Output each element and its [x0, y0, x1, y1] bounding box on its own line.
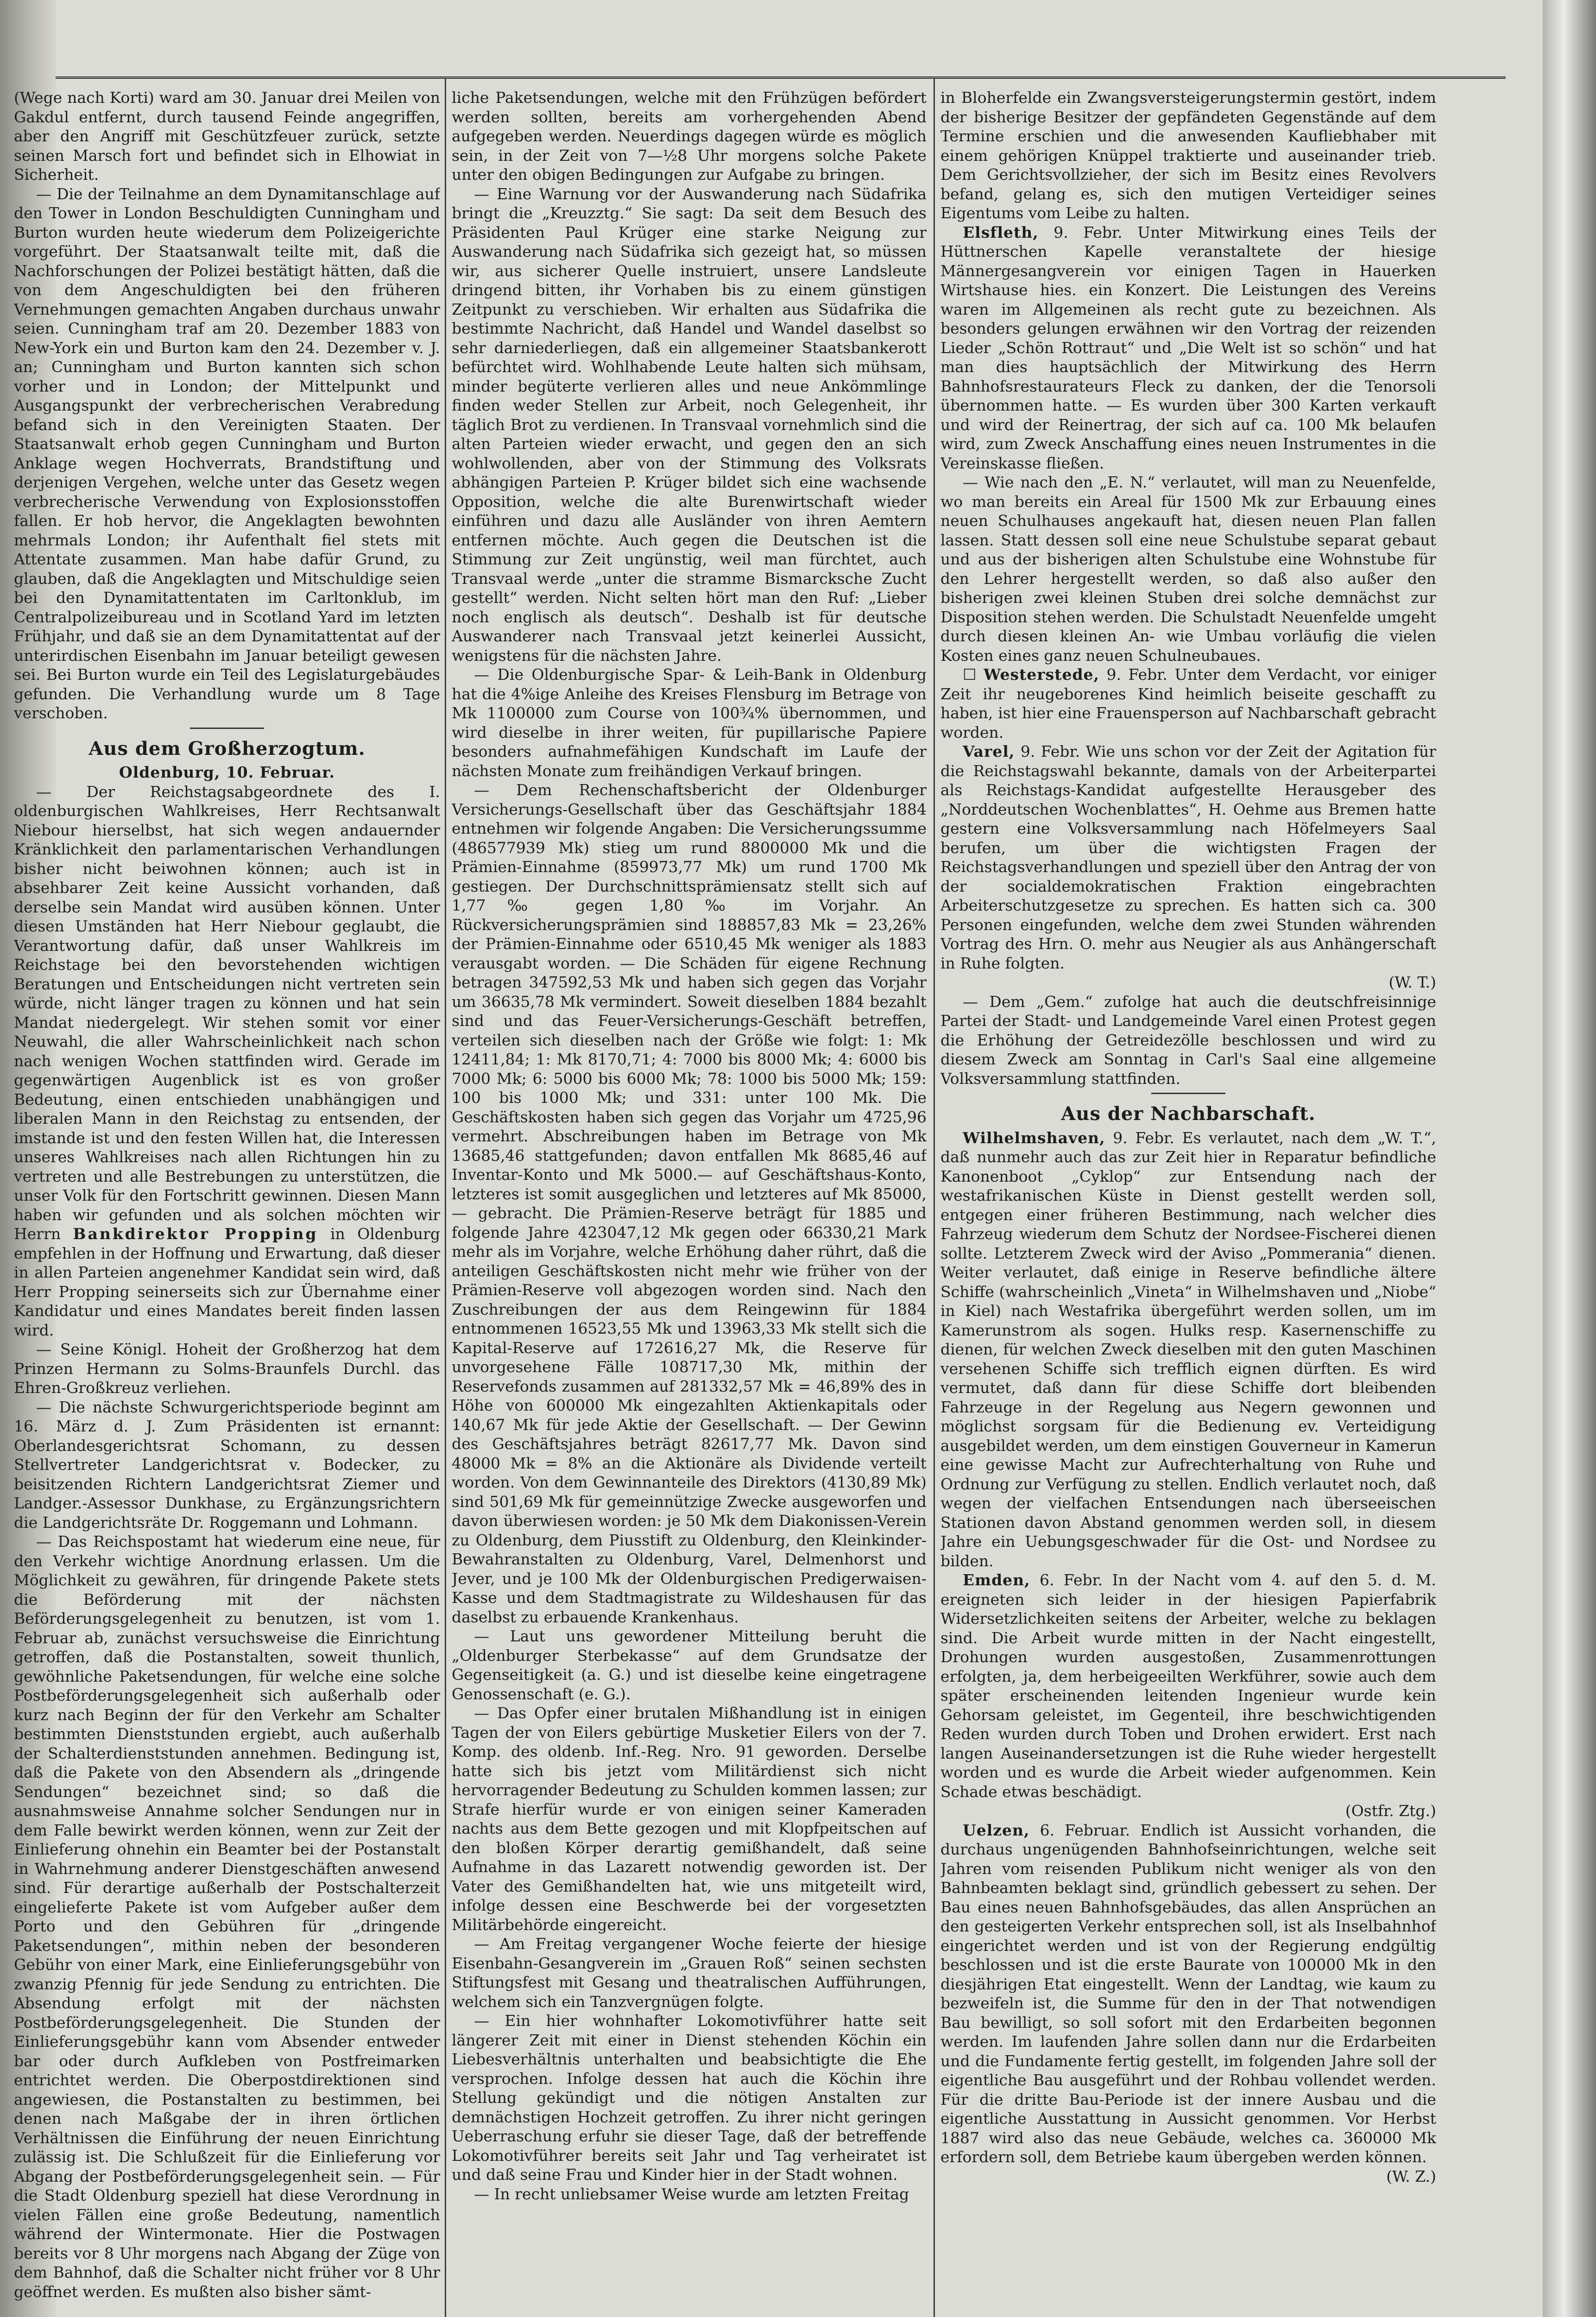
article-text: 9. Febr. Unter dem Verdacht, vor einiger Zeit ihr neugeborenes Kind heimlich beiseite geschafft zu haben, ist hier eine Frauensperson auf Nachbarschaft gebracht worden.	[940, 665, 1436, 741]
article-text: — Der Reichstagsabgeordnete des I. oldenburgischen Wahlkreises, Herr Rechtsanwalt Niebour hierselbst, hat sich wegen andauernder Kränklichkeit den parlamentarischen Verhandlungen bisher nicht beiwohnen können; auch ist in absehbarer Zeit keine Aussicht vorhanden, daß derselbe sein Mandat wird ausüben können. Unter diesen Umständen hat Herr Niebour geglaubt, die Verantwortung dafür, daß unser Wahlkreis im Reichstage bei den bevorstehenden wichtigen Beratungen und Entscheidungen nicht vertreten sein würde, nicht länger tragen zu können und hat sein Mandat niedergelegt. Wir stehen somit vor einer Neuwahl, die aller Wahrscheinlichkeit nach schon nach wenigen Wochen stattfinden wird. Gerade im gegenwärtigen Augenblick ist es von großer Bedeutung, einen entschieden unabhängigen und liberalen Mann in den Reichstag zu entsenden, der imstande ist und den festen Willen hat, die Interessen unseres Wahlkreises nach allen Richtungen hin zu vertreten und alle Bestrebungen zu unterstützen, die unser Volk für den Fortschritt gewinnen. Diesen Mann haben wir gefunden und als solchen möchten wir Herrn	[14, 782, 440, 1243]
article-text: 9. Febr. Wie uns schon vor der Zeit der Agitation für die Reichstagswahl bekannte, damals von der Arbeiterpartei als Reichstags-Kandidat aufgestellte Herausgeber des „Norddeutschen Wochenblattes“, H. Oehme aus Bremen hatte gestern eine Volksversammlung nach Höfelmeyers Saal berufen, um über die wichtigsten Fragen der Reichstagsverhandlungen und speziell über den Antrag der von der socialdemokratischen Fraktion eingebrachten Arbeiterschutzgesetze zu sprechen. Es hatten sich ca. 300 Personen eingefunden, welche dem zwei Stunden währenden Vortrag des Hrn. O. mehr aus Neugier als aus Anhängerschaft in Ruhe folgten.	[940, 742, 1436, 972]
page-edge	[1543, 0, 1596, 2317]
article-paragraph: — Am Freitag vergangener Woche feierte der hiesige Eisenbahn-Gesangverein im „Grauen Roß“ seinen sechsten Stiftungsfest mit Gesang und theatralischen Aufführungen, welchem sich ein Tanzvergnügen folgte.	[452, 1935, 927, 2011]
article-paragraph: — Die der Teilnahme an dem Dynamitanschlage auf den Tower in London Beschuldigten Cunningham und Burton wurden heute wiederum dem Polizeigerichte vorgeführt. Der Staatsanwalt teilte mit, daß die Nachforschungen der Polizei bestätigt hätten, daß die von dem Angeschuldigten bei den früheren Vernehmungen gemachten Angaben durchaus unwahr seien. Cunningham traf am 20. Dezember 1883 von New-York ein und Burton kam den 24. Dezember v. J. an; Cunningham und Burton kannten sich schon vorher und in London; der Mittelpunkt und Ausgangspunkt der verbrecherischen Verabredung befand sich in den Vereinigten Staaten. Der Staatsanwalt erhob gegen Cunningham und Burton Anklage wegen Hochverrats, Brandstiftung und derjenigen Vergehen, welche unter das Gesetz wegen verbrecherische Verwendung von Explosionsstoffen fallen. Er hob hervor, die Angeklagten bewohnten mehrmals London; ihr Aufenthalt fiel stets mit Attentate zusammen. Man habe dafür Grund, zu glauben, daß die Angeklagten und Mitschuldige seien bei den Dynamitattentaten im Carltonklub, im Centralpolizeibureau und in Scotland Yard im letzten Frühjahr, und daß sie an dem Dynamitattentat auf der unterirdischen Eisenbahn im Januar beteiligt gewesen sei. Bei Burton wurde ein Teil des Legislaturgebäudes gefunden. Die Verhandlung wurde um 8 Tage verschoben.	[14, 184, 440, 722]
article-paragraph: — Laut uns gewordener Mitteilung beruht die „Oldenburger Sterbekasse“ auf dem Grundsatze der Gegenseitigkeit (a. G.) und ist dieselbe keine eingetragene Genossenschaft (e. G.).	[452, 1627, 927, 1703]
section-divider	[1151, 1093, 1225, 1094]
dateline-uelzen: Uelzen,	[963, 1821, 1030, 1839]
article-text: 9. Febr. Es verlautet, nach dem „W. T.“, daß nunmehr auch das zur Zeit hier in Reparatur befindliche Kanonenboot „Cyklop“ zur Entsendung nach der westafrikanischen Küste in Dienst gestellt werden soll, entgegen einer früheren Bestimmung, nach welcher dies Fahrzeug wiederum dem Schutz der Nordsee-Fischerei dienen sollte. Letzterem Zweck wird der Aviso „Pommerania“ dienen. Weiter verlautet, daß einige in Reserve befindliche ältere Schiffe (wahrscheinlich „Vineta“ in Wilhelmshaven und „Niobe“ in Kiel) nach Westafrika übergeführt werden sollen, um im Kamerunstrom als sogen. Hulks resp. Kasernenschiffe zu dienen, für welchen Zweck dieselben mit den guten Maschinen versehenen Schiffe sich trefflich eignen dürften. Es wird vermutet, daß dann für diese Schiffe dort bleibenden Fahrzeuge in der Regelung aus Negern gewonnen und möglichst sorgsam für die Bedienung ev. Verteidigung ausgebildet werden, um dem einstigen Gouverneur in Kamerun eine gewisse Macht zur Aufrechterhaltung von Ruhe und Ordnung zur Verfügung zu stellen. Endlich verlautet noch, daß wegen der vielfachen Entsendungen nach überseeischen Stationen davon Abstand genommen werden soll, in diesem Jahre ein Uebungsgeschwader für die Ost- und Nordsee zu bilden.	[940, 1128, 1436, 1570]
article-paragraph: — Dem „Gem.“ zufolge hat auch die deutschfreisinnige Partei der Stadt- und Landgemeinde Varel einen Protest gegen die Erhöhung der Getreidezölle beschlossen und wird zu diesem Zweck am Sonntag in Carl's Saal eine allgemeine Volksversammlung stattfinden.	[940, 992, 1436, 1088]
checkbox-mark: ☐	[963, 665, 977, 684]
dateline-oldenburg: Oldenburg, 10. Februar.	[119, 763, 335, 781]
top-rule	[56, 76, 1506, 79]
article-paragraph: liche Paketsendungen, welche mit den Frühzügen befördert werden sollten, bereits am vorhergehenden Abend aufgegeben werden. Neuerdings dagegen würde es möglich sein, in der Zeit von 7—½8 Uhr morgens solche Pakete unter den obigen Bedingungen zur Aufgabe zu bringen.	[452, 89, 927, 184]
source-signature: (W. T.)	[1388, 973, 1436, 991]
article-paragraph: (Wege nach Korti) ward am 30. Januar drei Meilen von Gakdul entfernt, durch tausend Feinde angegriffen, aber den Angriff mit Geschützfeuer zurück, setzte seinen Marsch fort und befindet sich in Elhowiat in Sicherheit.	[14, 89, 440, 184]
candidate-name: Bankdirektor Propping	[73, 1225, 318, 1243]
article-paragraph: in Bloherfelde ein Zwangsversteigerungstermin gestört, indem der bisherige Besitzer der gepfändeten Gegenstände auf dem Termine erschien und die anwesenden Kaufliebhaber mit einem gehörigen Knüppel traktierte und auseinander trieb. Dem Gerichtsvollzieher, der sich im Besitz eines Revolvers befand, gelang es, sich den mutigen Verteidiger seines Eigentums vom Leibe zu halten.	[940, 89, 1436, 222]
article-paragraph: — Dem Rechenschaftsbericht der Oldenburger Versicherungs-Gesellschaft über das Geschäftsjahr 1884 entnehmen wir folgende Angaben: Die Versicherungssumme (486577939 Mk) stieg um rund 8800000 Mk und die Prämien-Einnahme (859973,77 Mk) um rund 1700 Mk gestiegen. Der Durchschnittsprämiensatz stellt sich auf 1,77‰ gegen 1,80‰ im Vorjahr. An Rückversicherungsprämien sind 188857,83 Mk = 23,26% der Prämien-Einnahme oder 6510,45 Mk weniger als 1883 verausgabt worden. — Die Schäden für eigene Rechnung betragen 347592,53 Mk und haben sich gegen das Vorjahr um 36635,78 Mk vermindert. Soweit dieselben 1884 bezahlt sind und das Feuer-Versicherungs-Geschäft betreffen, verteilen sich dieselben nach der Größe wie folgt: 1: Mk 12411,84; 1: Mk 8170,71; 4: 7000 bis 8000 Mk; 4: 6000 bis 7000 Mk; 6: 5000 bis 6000 Mk; 78: 1000 bis 5000 Mk; 159: 100 bis 1000 Mk; und 331: unter 100 Mk. Die Geschäftskosten haben sich gegen das Vorjahr um 4725,96 vermehrt. Abschreibungen haben im Betrage von Mk 13685,46 stattgefunden; davon entfallen Mk 8685,46 auf Inventar-Konto und Mk 5000.— auf Geschäftshaus-Konto, letzteres ist somit ausgeglichen und letzteres auf Mk 85000,— gebracht. Die Prämien-Reserve beträgt für 1885 und folgende Jahre 423047,12 Mk gegen oder 66330,21 Mark mehr als im Vorjahre, welche Erhöhung daher rührt, daß die anteiligen Geschäftskosten nicht mehr wie früher von der Prämien-Reserve voll abgezogen worden sind. Nach den Zuschreibungen der aus dem Reingewinn für 1884 entnommenen 16523,55 Mk und 13963,33 Mk stellt sich die Kapital-Reserve auf 172616,27 Mk, die Reserve für unvorgesehene Fälle 108717,30 Mk, mithin der Reservefonds zusammen auf 281332,57 Mk = 46,89% des in Höhe von 600000 Mk eingezahlten Aktienkapitals oder 140,67 Mk für jede Aktie der Gesellschaft. — Der Gewinn des Geschäftsjahres beträgt 82617,77 Mk. Davon sind 48000 Mk = 8% an die Aktionäre als Dividende verteilt worden. Von dem Gewinnanteile des Direktors (4130,89 Mk) sind 501,69 Mk für gemeinnützige Zwecke ausgeworfen und davon überwiesen worden: je 50 Mk dem Diakonissen-Verein zu Oldenburg, dem Piusstift zu Oldenburg, den Kleinkinder-Bewahranstalten zu Oldenburg, Varel, Delmenhorst und Jever, und je 100 Mk der Oldenburgischen Predigerwaisen-Kasse und dem Stadtmagistrate zu Wildeshausen für das daselbst zu erbauende Krankenhaus.	[452, 781, 927, 1626]
article-paragraph	[940, 1821, 1436, 2167]
dateline-wilhelmshaven: Wilhelmshaven,	[963, 1128, 1105, 1147]
source-signature: (W. Z.)	[1386, 2167, 1436, 2185]
article-paragraph	[940, 1570, 1436, 1801]
article-text: 9. Febr. Unter Mitwirkung eines Teils der Hüttnerschen Kapelle veranstaltete der hiesige Männergesangverein vor einigen Tagen in Hauerken Wirtshause hies. ein Konzert. Die Leistungen des Vereins waren im Allgemeinen als recht gute zu bezeichnen. Als besonders gelungen erwähnen wir den Vortrag der reizenden Lieder „Schön Rottraut“ und „Die Welt ist so schön“ und hat man dies hauptsächlich der Mitwirkung des Herrn Bahnhofsrestaurateurs Fleck zu danken, der die Tenorsoli übernommen hatte. — Es wurden über 300 Karten verkauft und wird der Reinertrag, der sich auf ca. 100 Mk belaufen wird, zum Zweck Anschaffung eines neuen Instrumentes in die Vereinskasse fließen.	[940, 223, 1436, 472]
article-paragraph	[940, 1128, 1436, 1571]
dateline-westerstede: Westerstede,	[984, 665, 1100, 684]
article-paragraph: — Ein hier wohnhafter Lokomotivführer hatte seit längerer Zeit mit einer in Dienst stehenden Köchin ein Liebesverhältnis unterhalten und beabsichtigte die Ehe versprochen. Infolge dessen hat auch die Köchin ihre Stellung gekündigt und die nötigen Anstalten zur demnächstigen Hochzeit getroffen. Zu ihrer nicht geringen Ueberraschung erfuhr sie dieser Tage, daß der betreffende Lokomotivführer bereits seit Jahr und Tag verheiratet ist und daß seine Frau und Kinder hier in der Stadt wohnen.	[452, 2012, 927, 2184]
article-paragraph: — Das Opfer einer brutalen Mißhandlung ist in einigen Tagen der von Eilers gebürtige Musketier Eilers von der 7. Komp. des oldenb. Inf.-Reg. Nro. 91 geworden. Derselbe hatte sich bis jetzt vom Militärdienst sich nicht hervorragender Bedeutung zu Schulden kommen lassen; zur Strafe hierfür wurde er von einigen seiner Kameraden nachts aus dem Bette gezogen und mit Klopfpeitschen auf den bloßen Körper derartig gemißhandelt, daß seine Aufnahme in das Lazarett notwendig geworden ist. Der Vater des Gemißhandelten hat, wie uns mitgeteilt wird, infolge dessen eine Beschwerde bei der vorgesetzten Militärbehörde eingereicht.	[452, 1704, 927, 1934]
article-paragraph	[940, 742, 1436, 973]
article-paragraph: — Seine Königl. Hoheit der Großherzog hat dem Prinzen Hermann zu Solms-Braunfels Durchl. das Ehren-Großkreuz verliehen.	[14, 1340, 440, 1397]
source-signature: (Ostfr. Ztg.)	[1345, 1802, 1436, 1820]
article-text: 6. Februar. Endlich ist Aussicht vorhanden, die durchaus ungenügenden Bahnhofseinrichtungen, welche seit Jahren vom reisenden Publikum nicht weniger als von den Bahnbeamten beklagt sind, gründlich gebessert zu sehen. Der Bau eines neuen Bahnhofsgebäudes, das allen Ansprüchen an den gesteigerten Verkehr entsprechen soll, ist als Inselbahnhof eingerichtet werden und ist von der Regierung endgültig beschlossen und ist die erste Baurate von 100000 Mk in den diesjährigen Etat eingestellt. Wenn der Landtag, wie kaum zu bezweifeln ist, die Summe für den in der That notwendigen Bau bewilligt, so soll sofort mit den Erdarbeiten begonnen werden. Im laufenden Jahre sollen dann nur die Erdarbeiten und die Fundamente fertig gestellt, im folgenden Jahre soll der eigentliche Bau ausgeführt und der Rohbau vollendet werden. Für die dritte Bau-Periode ist der innere Ausbau und die eigentliche Ausstattung in Aussicht genommen. Vor Herbst 1887 wird also das neue Gebäude, welches ca. 360000 Mk erfordern soll, dem Betriebe kaum übergeben werden können.	[940, 1821, 1436, 2166]
article-paragraph: — Eine Warnung vor der Auswanderung nach Südafrika bringt die „Kreuzztg.“ Sie sagt: Da seit dem Besuch des Präsidenten Paul Krüger eine starke Neigung zur Auswanderung nach Südafrika sich gezeigt hat, so müssen wir, aus sicherer Quelle instruiert, unsere Landsleute dringend bitten, ihr Vorhaben bis zu einem günstigen Zeitpunkt zu verschieben. Wir erhalten aus Südafrika die bestimmte Nachricht, daß Handel und Wandel daselbst so sehr darniederliegen, daß ein allgemeiner Staatsbankerott befürchtet wird. Wohlhabende Leute halten sich mühsam, minder begüterte verlieren alles und neue Ankömmlinge finden weder Stellen zur Arbeit, noch Gelegenheit, ihr täglich Brot zu verdienen. In Transvaal vornehmlich sind die alten Parteien wieder erwacht, und gegen den an sich wohlwollenden, aber von der Stimmung des Volksrats abhängigen Parteien P. Krüger bildet sich eine wachsende Opposition, welche die alte Burenwirtschaft wieder einführen und dazu alle Ausländer von ihren Aemtern entfernen möchte. Auch gegen die Deutschen ist die Stimmung zur Zeit ungünstig, weil man fürchtet, auch Transvaal werde „unter die stramme Bismarcksche Zucht gestellt“ werden. Nicht selten hört man den Ruf: „Lieber noch englisch als deutsch“. Deshalb ist für deutsche Auswanderer nach Transvaal jetzt keinerlei Aussicht, wenigstens für die nächsten Jahre.	[452, 184, 927, 665]
section-heading-nachbarschaft: Aus der Nachbarschaft.	[1061, 1103, 1316, 1125]
column-separator	[934, 79, 935, 2317]
section-divider	[190, 728, 264, 729]
section-heading-grossherzogtum: Aus dem Großherzogtum.	[88, 737, 366, 760]
article-paragraph: — Die nächste Schwurgerichtsperiode beginnt am 16. März d. J. Zum Präsidenten ist ernannt: Oberlandesgerichtsrat Schomann, zu dessen Stellvertreter Landgerichtsrat v. Bodecker, zu beisitzenden Richtern Landgerichtsrat Ziemer und Landger.-Assessor Dunkhase, zu Ergänzungsrichtern die Landgerichtsräte Dr. Roggemann und Lohmann.	[14, 1398, 440, 1532]
article-paragraph: — Wie nach den „E. N.“ verlautet, will man zu Neuenfelde, wo man bereits ein Areal für 1500 Mk zur Erbauung eines neuen Schulhauses angekauft hat, diesen neuen Plan fallen lassen. Statt dessen soll eine neue Schulstube separat gebaut und aus der bisherigen alten Schulstube eine Wohnstube für den Lehrer hergestellt werden, so daß also außer den bisherigen zwei kleinen Stuben drei solche demnächst zur Disposition stehen werden. Die Schulstadt Neuenfelde umgeht durch diesen kleinen An- wie Umbau vorläufig die vielen Kosten eines ganz neuen Schulneubaues.	[940, 473, 1436, 665]
article-paragraph	[940, 665, 1436, 742]
article-paragraph: — Das Reichspostamt hat wiederum eine neue, für den Verkehr wichtige Anordnung erlassen. Um die Möglichkeit zu gewähren, für dringende Pakete stets die Beförderung mit der nächsten Beförderungsgelegenheit zu benutzen, ist vom 1. Februar ab, zunächst versuchsweise die Einrichtung getroffen, daß die Postanstalten, soweit thunlich, gewöhnliche Paketsendungen, für welche eine solche Postbeförderungsgelegenheit sich außerhalb oder kurz nach Beginn der für den Verkehr am Schalter bestimmten Dienststunden ergiebt, auch außerhalb der Schalterdienststunden annehmen. Bedingung ist, daß die Pakete von den Absendern als „dringende Sendungen“ bezeichnet sind; so daß die ausnahmsweise Annahme solcher Sendungen nur in dem Falle bewirkt werden können, wenn zur Zeit der Einlieferung ohnehin ein Beamter bei der Postanstalt in Wahrnehmung anderer Dienstgeschäften anwesend sind. Für derartige außerhalb der Postschalterzeit eingelieferte Pakete ist vom Aufgeber außer dem Porto und den Gebühren für „dringende Paketsendungen“, mithin neben der besonderen Gebühr von einer Mark, eine Einlieferungsgebühr von zwanzig Pfennig für jede Sendung zu entrichten. Die Absendung erfolgt mit der nächsten Postbeförderungsgelegenheit. Die Stunden der Einlieferungsgebühr kann vom Absender entweder bar oder durch Aufkleben von Postfreimarken entrichtet werden. Die Oberpostdirektionen sind angewiesen, die Postanstalten zu bestimmen, bei denen nach Maßgabe der in ihren örtlichen Verhältnissen die Einführung der neuen Einrichtung zulässig ist. Die Schlußzeit für die Einlieferung vor Abgang der Postbeförderungsgelegenheit sein. — Für die Stadt Oldenburg speziell hat diese Verordnung in vielen Fällen eine große Bedeutung, namentlich während der Wintermonate. Hier die Postwagen bereits vor 8 Uhr morgens nach Abgang der Züge von dem Bahnhof, daß die Schalter nicht früher vor 8 Uhr geöffnet werden. Es mußten also bisher sämt-	[14, 1532, 440, 2301]
article-paragraph: — Die Oldenburgische Spar- & Leih-Bank in Oldenburg hat die 4%ige Anleihe des Kreises Flensburg im Betrage von Mk 1100000 zum Course von 100¾% übernommen, und wird dieselbe in ihrer weiten, für pupillarische Papiere besonders aufnahmefähigen Kundschaft im Laufe der nächsten Monate zum freihändigen Verkauf bringen.	[452, 665, 927, 780]
article-paragraph	[14, 782, 440, 1340]
article-paragraph	[940, 223, 1436, 473]
dateline-emden: Emden,	[963, 1571, 1030, 1589]
article-text: in Oldenburg empfehlen in der Hoffnung und Erwartung, daß dieser in allen Parteien angenehmer Kandidat sein wird, daß Herr Propping seinerseits sich zur Übernahme einer Kandidatur und eines Mandates bereit finden lassen wird.	[14, 1225, 440, 1339]
dateline-varel: Varel,	[963, 742, 1015, 760]
column-3	[940, 88, 1436, 2317]
article-text: 6. Febr. In der Nacht vom 4. auf den 5. d. M. ereigneten sich leider in der hiesigen Papierfabrik Widersetzlichkeiten seitens der Arbeiter, welche zu beklagen sind. Die Arbeit wurde mitten in der Nacht eingestellt, Drohungen wurden ausgestoßen, Zusammenrottungen erfolgten, ja, dem herbeigeeilten Werkführer, sowie auch dem später erscheinenden leitenden Ingenieur wurde kein Gehorsam geleistet, im Gegenteil, ihre beschwichtigenden Reden wurden durch Toben und Drohen erwidert. Erst nach langen Auseinandersetzungen ist die Ruhe wieder hergestellt worden und es wurde die Arbeit wieder aufgenommen. Kein Schade etwas beschädigt.	[940, 1571, 1436, 1801]
column-separator	[445, 79, 446, 2317]
column-2	[452, 88, 927, 2317]
dateline-elsfleth: Elsfleth,	[963, 223, 1039, 241]
column-1	[14, 88, 440, 2317]
article-paragraph: — In recht unliebsamer Weise wurde am letzten Freitag	[474, 2184, 909, 2203]
